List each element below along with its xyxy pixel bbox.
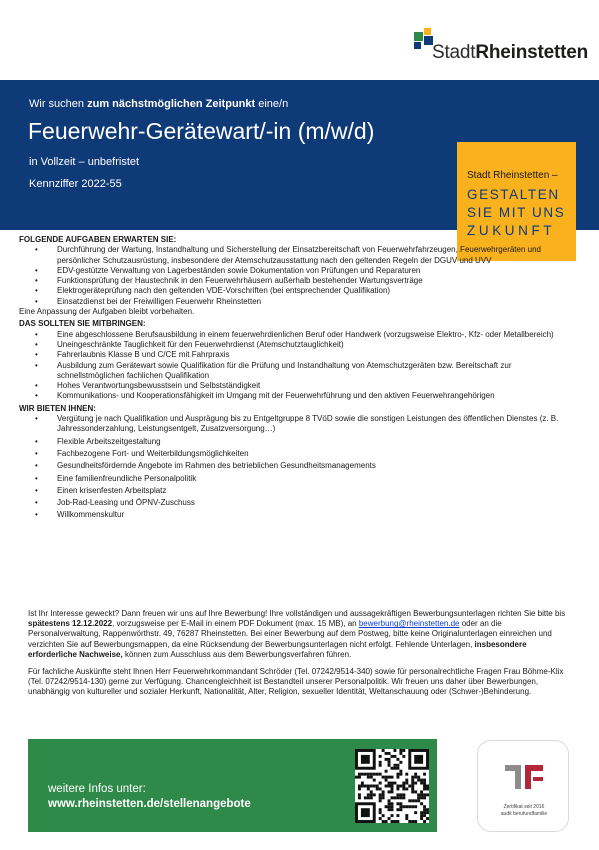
application-paragraph: Ist Ihr Interesse geweckt? Dann freuen wir uns auf Ihre Bewerbung! Ihre vollständigen und aussagekräftigen Bewerbungsunterlagen richten Sie bitte bis spätestens 12.12.2022, vorzugsweise per E-Mail in einem PDF Dokument (max. 15 MB), an bewerbung@rheinstetten.de oder an die Personalverwaltung, Rappenwörthstr. 49, 76287 Rheinstetten. Bei einer Bewerbung auf dem Postweg, bitte keine Originalunterlagen einreichen und verzichten Sie auf Bewerbungsmappen, da eine Rücksendung der Bewerbungsunterlagen nicht erfolgt. Fehlende Unterlagen, insbesondere erforderliche Nachweise, können zum Ausschluss aus dem Bewerbungsverfahren führen. [28, 609, 566, 659]
list-item: • Uneingeschränkte Tauglichkeit für den Feuerwehrdienst (Atemschutztauglichkeit) [19, 340, 574, 350]
logo-wordmark: StadtRheinstetten [432, 42, 589, 63]
slogan-box [457, 142, 576, 261]
list-item: • EDV-gestützte Verwaltung von Lagerbeständen sowie Dokumentation von Prüfungen und Reparaturen [19, 266, 574, 276]
list-item: • Vergütung je nach Qualifikation und Ausprägung bis zu Entgeltgruppe 8 TVöD sowie die sonstigen Leistungen des öffentlichen Dienstes (z. B. Jahressonderzahlung, Leistungsentgelt, Zusatzversorgung…) [19, 414, 574, 435]
list-item: • Job-Rad-Leasing und ÖPNV-Zuschuss [19, 498, 574, 508]
cert-year: Zertifikat seit 2016 [503, 804, 545, 810]
slogan-line-1: Stadt Rheinstetten – [467, 170, 558, 181]
contact-paragraph: Für fachliche Auskünfte steht Ihnen Herr Feuerwehrkommandant Schröder (Tel. 07242/9514-340) sowie für personalrechtliche Fragen Frau Böhme-Klix (Tel. 07242/9514-130) gerne zur Verfügung. Chancengleichheit ist Bestandteil unserer Personalpolitik. Wir freuen uns daher über Bewerbungen, unabhängig von kultureller und sozialer Herkunft, Nationalität, Alter, Religion, sexueller Identität, Weltanschauung oder (Schwer-)Behinderung. [28, 667, 564, 697]
list-item: • Gesundheitsfördernde Angebote im Rahmen des betrieblichen Gesundheitsmanagements [19, 461, 574, 471]
slogan-line-2: GESTALTEN [467, 187, 560, 202]
list-item: • Fahrerlaubnis Klasse B und C/CE mit Fahrpraxis [19, 350, 574, 360]
list-item: • Flexible Arbeitszeitgestaltung [19, 437, 574, 447]
more-info-box [28, 739, 437, 832]
slogan-line-3: SIE MIT UNS [467, 205, 566, 220]
reference-number: Kennziffer 2022-55 [29, 178, 122, 190]
benefits-list [19, 414, 559, 521]
list-item: • Durchführung der Wartung, Instandhaltung und Sicherstellung der Einsatzbereitschaft von Feuerwehrfahrzeugen, Feuerwehrgeräten und persönlicher Schutzausrüstung, insbesondere der Atemschutzausstattung nach den geltenden Regeln der DGUV und UVV [19, 245, 574, 266]
family-audit-certificate [477, 740, 569, 832]
list-item: • Ausbildung zum Gerätewart sowie Qualifikation für die Prüfung und Instandhaltung von Atemschutzgeräten bzw. Bereitschaft zur schnellstmöglichen fachlichen Qualifikation [19, 361, 574, 382]
jobs-url-link[interactable]: www.rheinstetten.de/stellenangebote [48, 798, 251, 810]
job-details [19, 233, 559, 521]
tasks-list [19, 245, 541, 307]
list-item: • Eine familienfreundliche Personalpolitik [19, 474, 574, 484]
qr-code[interactable] [355, 749, 429, 823]
requirements-heading: DAS SOLLTEN SIE MITBRINGEN: [19, 319, 146, 329]
requirements-list [19, 329, 554, 402]
qr-code-icon [355, 749, 429, 823]
tasks-heading: FOLGENDE AUFGABEN ERWARTEN SIE: [19, 235, 177, 244]
list-item: • Einen krisenfesten Arbeitsplatz [19, 486, 574, 496]
list-item: • Fachbezogene Fort- und Weiterbildungsmöglichkeiten [19, 449, 574, 459]
employment-type: in Vollzeit – unbefristet [29, 156, 140, 168]
list-item: • Kommunikations- und Kooperationsfähigkeit im Umgang mit der Feuerwehrführung und den aktiven Feuerwehrangehörigen [19, 391, 574, 401]
audit-logo-icon [501, 755, 547, 801]
list-item: • Hohes Verantwortungsbewusstsein und Selbstständigkeit [19, 381, 574, 391]
list-item: • Willkommenskultur [19, 510, 574, 520]
benefits-heading: WIR BIETEN IHNEN: [19, 403, 96, 413]
list-item: • Elektrogeräteprüfung nach den geltenden VDE-Vorschriften (bei entsprechender Qualifikation) [19, 286, 574, 296]
list-item: • Einsatzdienst bei der Freiwilligen Feuerwehr Rheinstetten [19, 297, 574, 307]
list-item: • Eine abgeschlossene Berufsausbildung in einem feuerwehrdienlichen Beruf oder Handwerk (vorzugsweise Elektro-, Kfz- oder Metallbereich) [19, 330, 574, 340]
list-item: • Funktionsprüfung der Haustechnik in den Feuerwehrhäusern außerhalb bestehender Wartungsverträge [19, 276, 574, 286]
intro-line: Wir suchen zum nächstmöglichen Zeitpunkt eine/n [29, 98, 289, 110]
slogan-line-4: ZUKUNFT [467, 223, 556, 238]
cert-name: audit berufundfamilie [500, 811, 548, 817]
email-link[interactable]: bewerbung@rheinstetten.de [358, 619, 460, 629]
application-info [28, 609, 568, 698]
tasks-note: Eine Anpassung der Aufgaben bleibt vorbehalten. [19, 307, 195, 317]
job-title: Feuerwehr-Gerätewart/-in (m/w/d) [28, 118, 375, 144]
city-logo [414, 28, 589, 68]
more-info-label: weitere Infos unter: [48, 783, 146, 795]
